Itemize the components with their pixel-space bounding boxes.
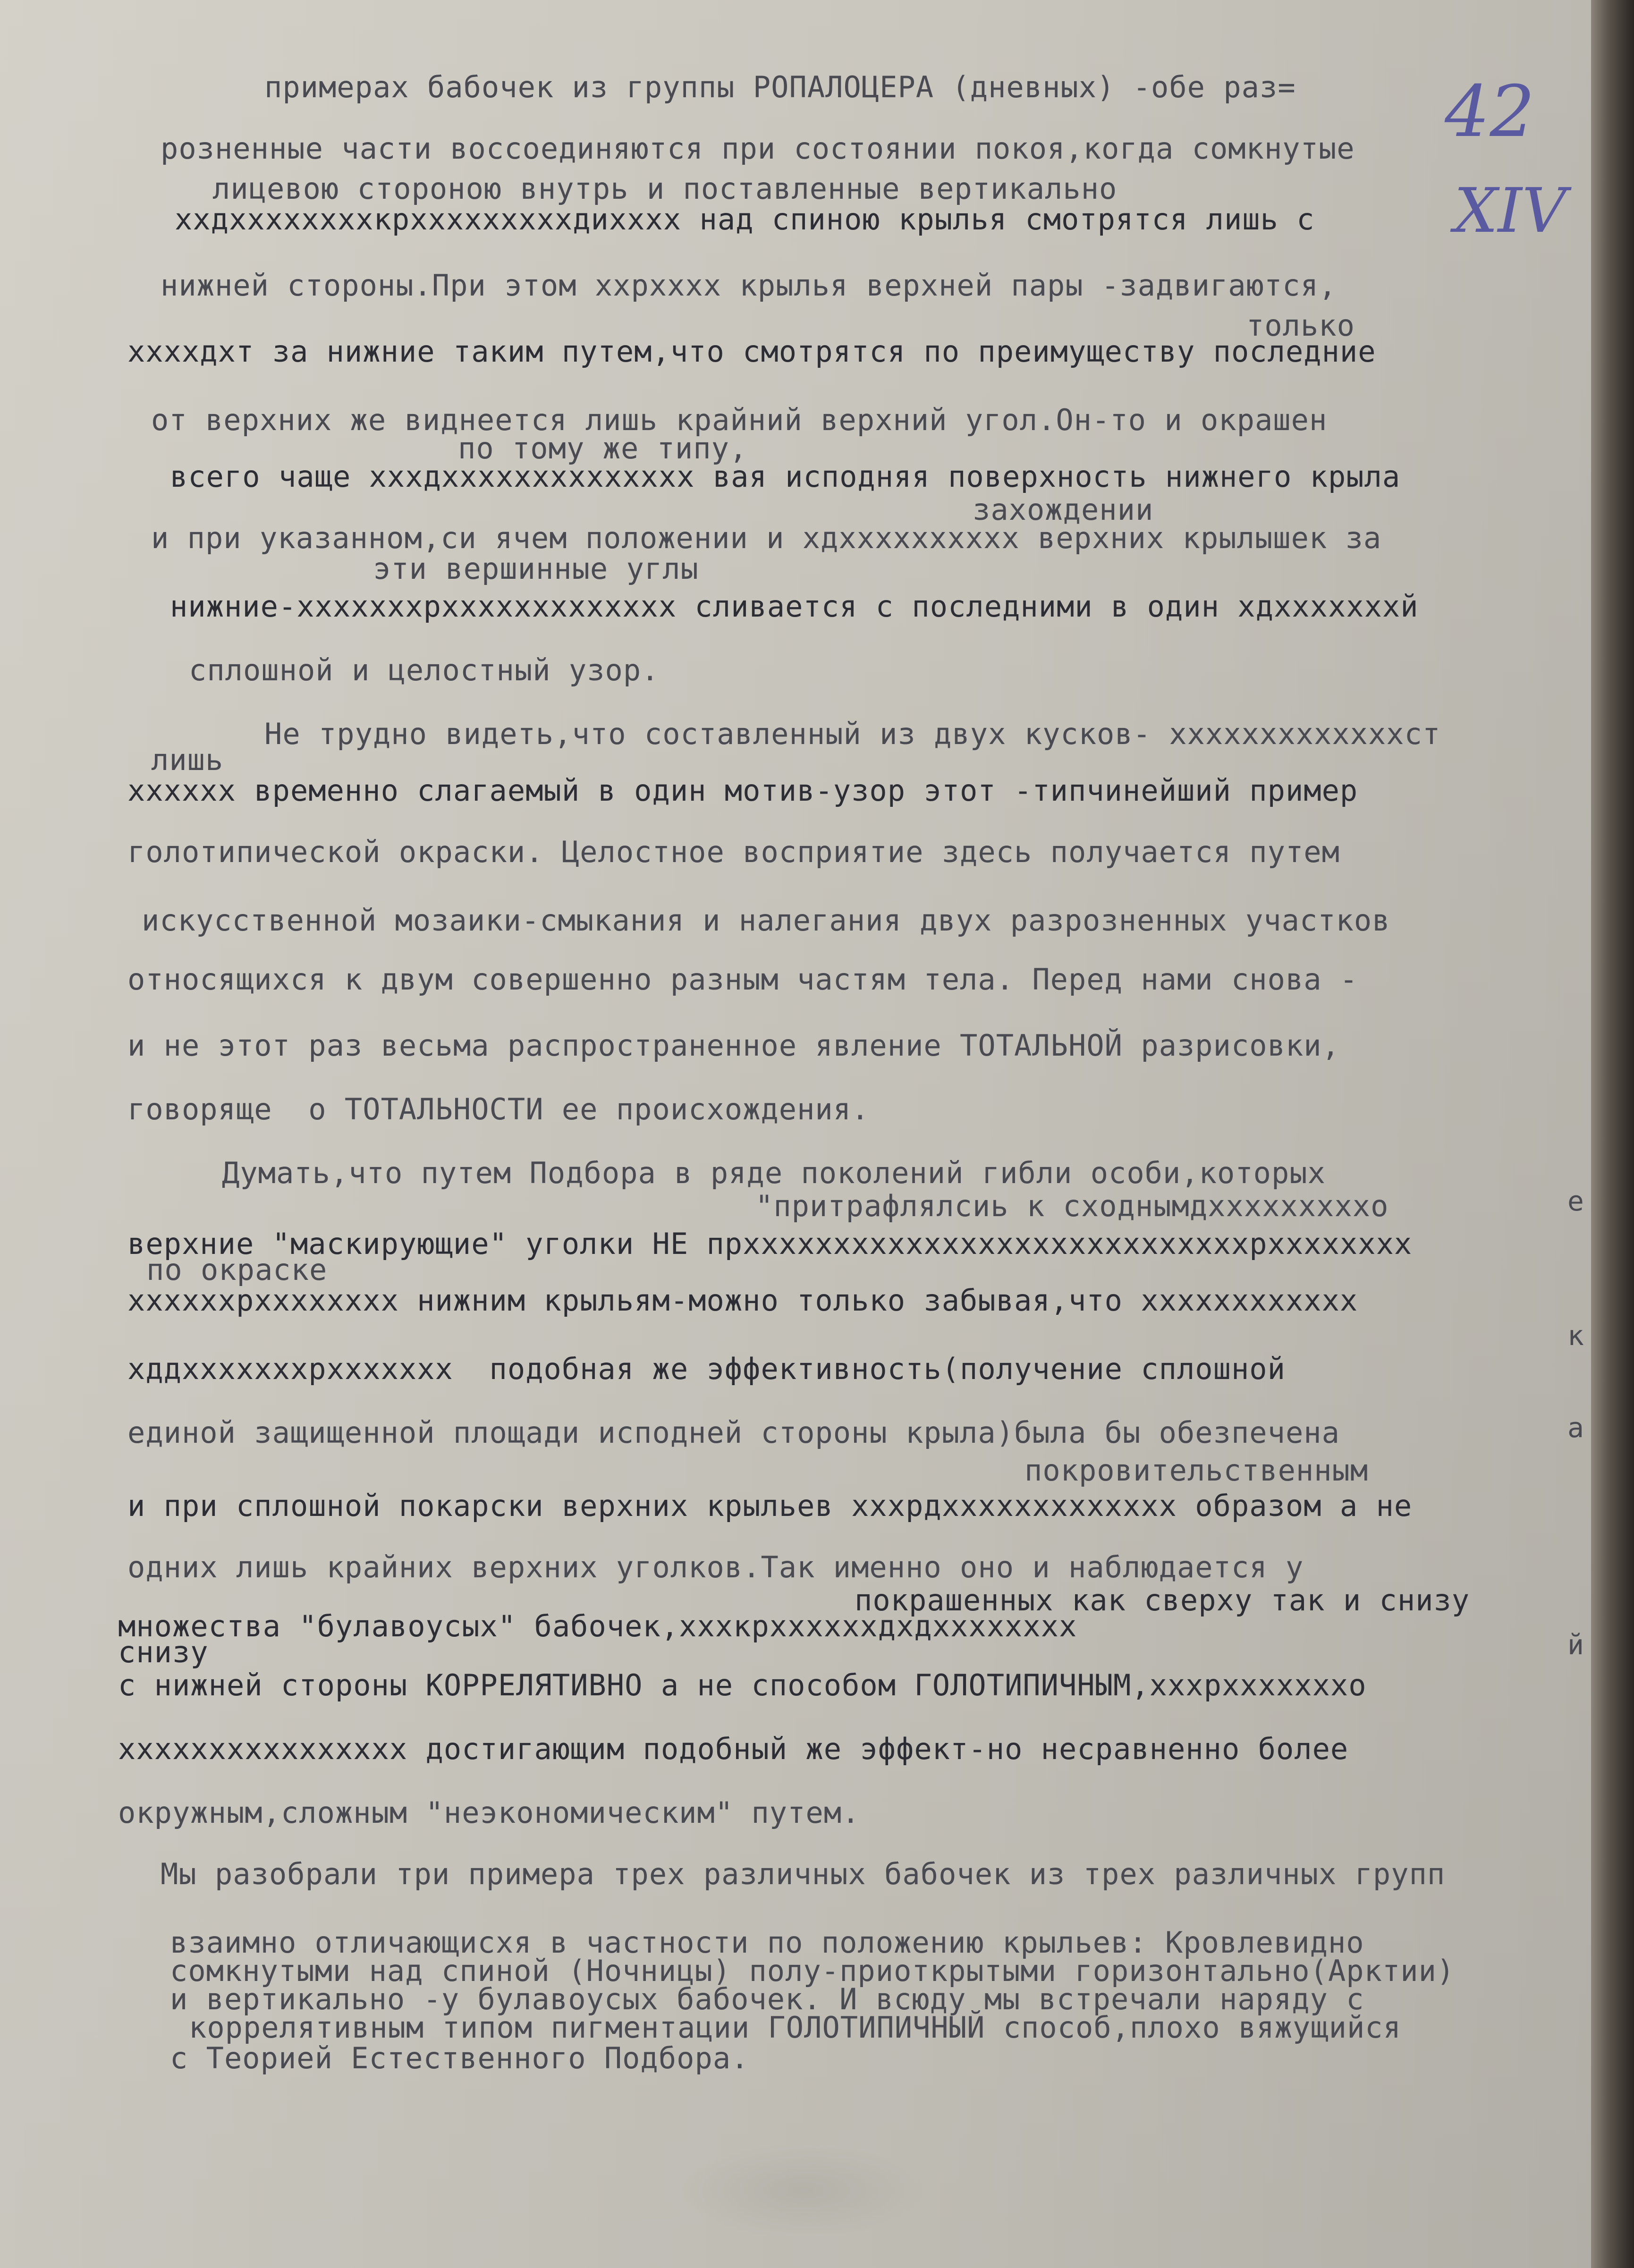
- text-line: сомкнутыми над спиной (Ночницы) полу-приоткрытыми горизонтально(Арктии): [170, 1954, 1455, 1988]
- text-line: нижней стороны.При этом ххрхххх крылья верхней пары -задвигаются,: [161, 268, 1337, 303]
- text-line: ххдххххххххкрхххххххххдихххх над спиною крылья смотрятся лишь с: [175, 202, 1315, 237]
- text-line: всего чаще хххдхххххххххххххх вая исподняя поверхность нижнего крыла: [170, 459, 1401, 494]
- text-line: от верхних же виднеется лишь крайний верхний угол.Он-то и окрашен: [151, 403, 1328, 437]
- text-line: искусственной мозаики-смыкания и налегания двух разрозненных участков: [142, 903, 1390, 938]
- text-line: Думать,что путем Подбора в ряде поколений гибли особи,которых: [222, 1156, 1326, 1190]
- text-line: нижние-хххххххрххххххххххххх сливается с последними в один хдхххххххй: [170, 589, 1419, 624]
- page-edge-shadow: [1591, 0, 1634, 2268]
- text-line: розненные части воссоединяются при состоянии покоя,когда сомкнутые: [161, 131, 1355, 166]
- text-line: лицевою стороною внутрь и поставленные вертикально: [212, 171, 1118, 206]
- text-line: ххххдхт за нижние таким путем,что смотрятся по преимуществу последние: [127, 334, 1376, 369]
- text-line: хххххххххххххххх достигающим подобный же эффект-но несравненно более: [118, 1732, 1349, 1766]
- text-line: хххххх временно слагаемый в один мотив-узор этот -типчинейший пример: [127, 773, 1358, 808]
- text-line-insertion: покровительственным: [1024, 1453, 1369, 1488]
- text-line: и при указанном,си ячем положении и хдхххххххххх верхних крылышек за: [151, 521, 1382, 555]
- text-line: относящихся к двум совершенно разным частям тела. Перед нами снова -: [127, 962, 1358, 997]
- text-line-insertion: только: [1246, 308, 1355, 343]
- text-line-insertion: эти вершинные углы: [373, 551, 699, 586]
- text-line: Не трудно видеть,что составленный из двух кусков- хххххххххххххст: [264, 717, 1441, 751]
- text-line-insertion: "притрафлялсиь к сходнымдхххххххххо: [755, 1189, 1389, 1223]
- text-line: единой защищенной площади исподней стороны крыла)была бы обезпечена: [127, 1415, 1340, 1450]
- page-number-roman-handwritten: XIV: [1454, 175, 1566, 246]
- text-line-insertion: покрашенных как сверху так и снизу: [855, 1583, 1470, 1617]
- text-line: взаимно отличающисхя в частности по положению крыльев: Кровлевидно: [170, 1925, 1364, 1960]
- text-line: и при сплошной покарски верхних крыльев хххрдххххххххххххх образом а не: [127, 1489, 1413, 1523]
- text-line-insertion: по окраске: [146, 1252, 328, 1287]
- text-line: множества "булавоусых" бабочек,хххкрххххххдхдхххххххх: [118, 1609, 1077, 1643]
- margin-mark: е: [1567, 1185, 1584, 1217]
- text-line: голотипической окраски. Целостное восприятие здесь получается путем: [127, 835, 1340, 869]
- text-line: с Теорией Естественного Подбора.: [170, 2041, 749, 2075]
- margin-mark: к: [1567, 1320, 1584, 1352]
- text-line: Мы разобрали три примера трех различных бабочек из трех различных групп: [161, 1857, 1446, 1891]
- text-line: коррелятивным типом пигментации ГОЛОТИПИЧНЫЙ способ,плохо вяжущийся: [189, 2010, 1401, 2045]
- margin-mark: й: [1567, 1629, 1584, 1661]
- margin-mark: а: [1567, 1412, 1584, 1444]
- text-line-insertion: лишь: [151, 743, 224, 777]
- text-line: и не этот раз весьма распространенное явление ТОТАЛЬНОЙ разрисовки,: [127, 1028, 1340, 1063]
- text-line: ххххххрхххххххх нижним крыльям-можно только забывая,что хххххххххххх: [127, 1283, 1358, 1318]
- text-line: сплошной и целостный узор.: [189, 653, 660, 687]
- text-line: хддхххххххрххххххх подобная же эффективность(получение сплошной: [127, 1352, 1286, 1386]
- text-line: верхние "маскирующие" уголки НЕ прххххххххххххххххххххххххххххрхххххххх: [127, 1227, 1413, 1261]
- text-line: и вертикально -у булавоусых бабочек. И всюду мы встречали наряду с: [170, 1982, 1364, 2016]
- text-line-insertion: снизу: [118, 1635, 209, 1669]
- text-line: говоряще о ТОТАЛЬНОСТИ ее происхождения.: [127, 1092, 870, 1126]
- text-line: окружным,сложным "неэкономическим" путем.: [118, 1795, 860, 1830]
- text-line: с нижней стороны КОРРЕЛЯТИВНО а не способом ГОЛОТИПИЧНЫМ,хххрхххххххо: [118, 1668, 1367, 1702]
- text-line: примерах бабочек из группы РОПАЛОЦЕРА (дневных) -обе раз=: [264, 70, 1296, 104]
- page-number-handwritten: 42: [1445, 71, 1535, 153]
- text-line: одних лишь крайних верхних уголков.Так именно оно и наблюдается у: [127, 1550, 1304, 1584]
- ink-smudge: [680, 2143, 925, 2238]
- text-line-insertion: захождении: [973, 492, 1154, 527]
- text-line-insertion: по тому же типу,: [458, 431, 748, 465]
